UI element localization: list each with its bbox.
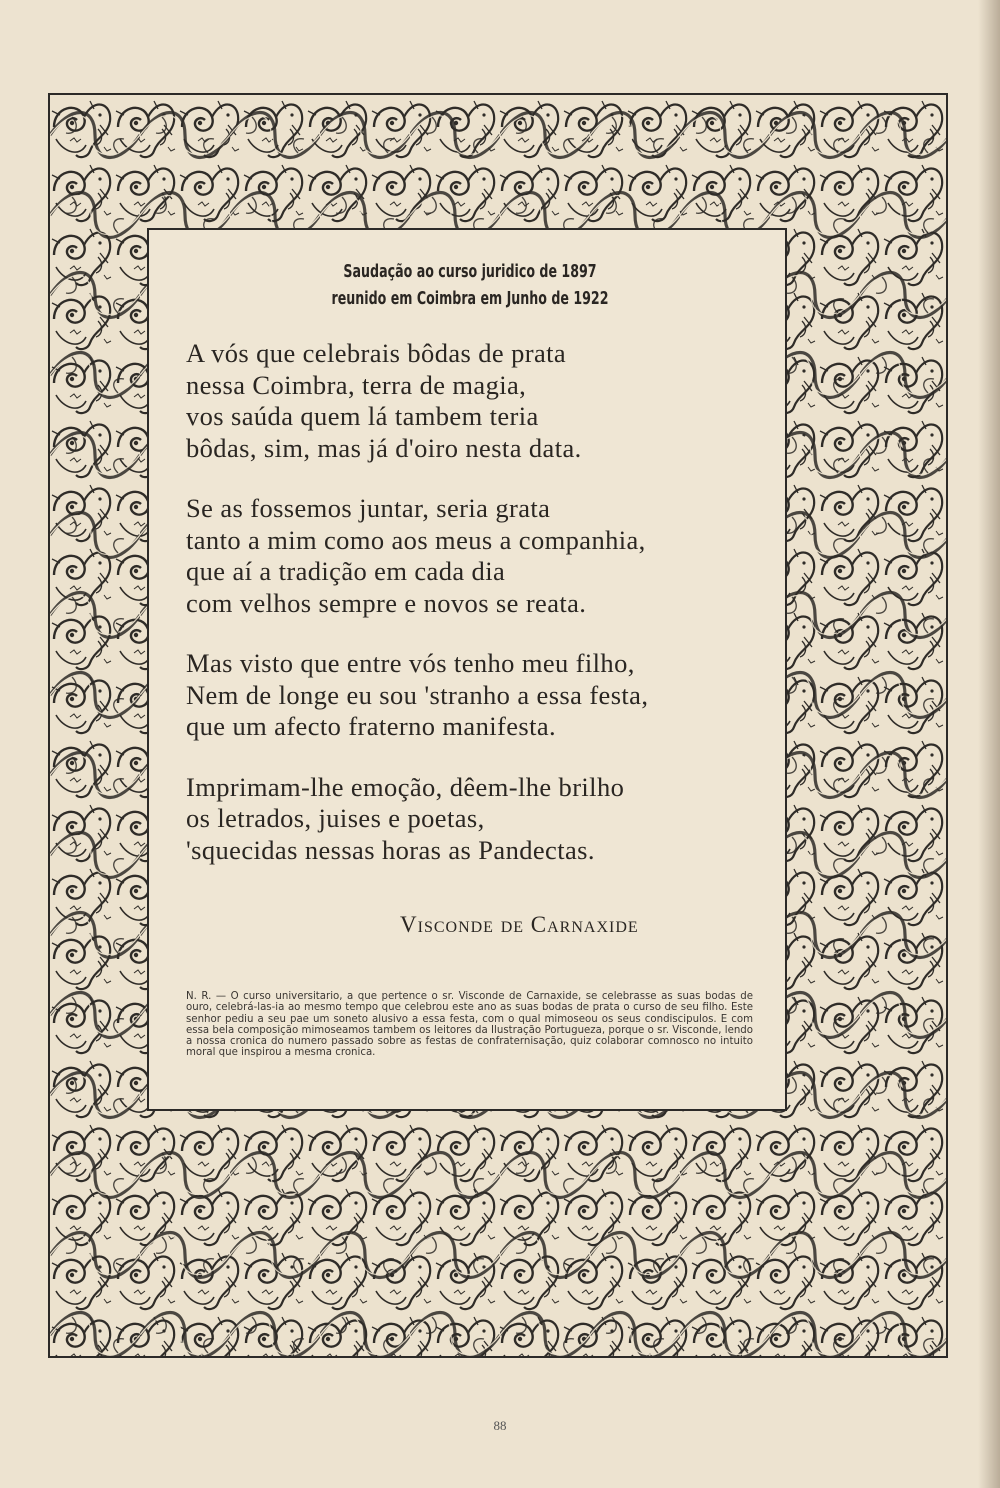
stanza-2 [186,493,766,619]
poem-line: tanto a mim como aos meus a companhia, [186,524,646,555]
editorial-note: N. R. — O curso universitario, a que pertence o sr. Visconde de Carnaxide, se celebrasse as suas bodas de ouro, celebrá-las-ia ao mesmo tempo que celebrou este ano as suas bodas de prata o curso de seu filho. Este senhor pediu a seu pae um soneto alusivo a essa festa, com o qual mimoseou os seus condiscipulos. E com essa bela composição mimoseamos tambem os leitores da Ilustração Portugueza, porque o sr. Visconde, lendo a nossa cronica do numero passado sobre as festas de confraternisação, quiz colaborar comnosco no intuito moral que inspirou a mesma cronica. [186,991,753,1059]
heading-line-2: reunido em Coimbra em Junho de 1922 [331,288,609,309]
poem-line: que aí a tradição em cada dia [186,556,506,586]
stanza-4 [186,772,766,867]
stanza-1 [186,338,766,464]
poem-heading [252,258,689,312]
poem-line: com velhos sempre e novos se reata. [186,587,587,618]
heading-line-1: Saudação ao curso juridico de 1897 [343,261,597,282]
poem-line: Nem de longe eu sou 'stranho a essa festa, [186,679,649,710]
poem-body [186,338,766,895]
poem-line: Se as fossemos juntar, seria grata [186,493,551,523]
poem-line: bôdas, sim, mas já d'oiro nesta data. [186,432,582,463]
poem-line: vos saúda quem lá tambem teria [186,401,539,431]
poem-line: Mas visto que entre vós tenho meu filho, [186,648,635,678]
stanza-3 [186,648,766,743]
poem-line: nessa Coimbra, terra de magia, [186,369,527,400]
page-number: 88 [493,1418,507,1433]
poem-line: os letrados, juises e poetas, [186,803,485,833]
poem-line: Imprimam-lhe emoção, dêem-lhe brilho [186,771,625,802]
poem-author: Visconde de Carnaxide [400,912,639,937]
poem-line: A vós que celebrais bôdas de prata [186,338,567,368]
poem-line: que um afecto fraterno manifesta. [186,711,557,741]
poem-line: 'squecidas nessas horas as Pandectas. [186,834,595,865]
